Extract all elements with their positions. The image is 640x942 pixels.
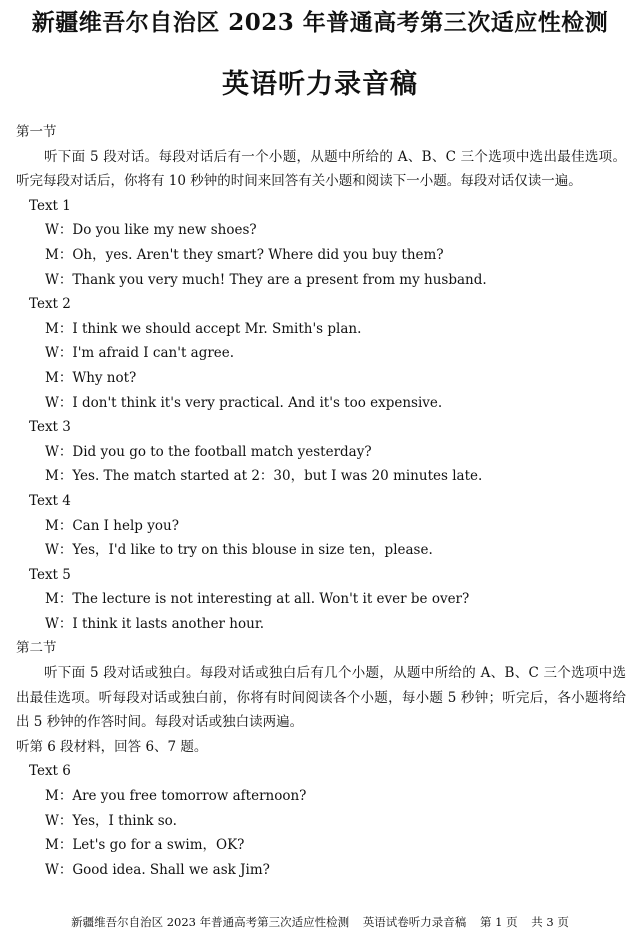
text1-label: Text 1: [29, 197, 71, 214]
section2-heading: 第二节: [16, 640, 57, 657]
text5-label: Text 5: [29, 566, 71, 583]
section2-instructions: 听下面 5 段对话或独白。每段对话或独白后有几个小题，从题中所给的 A、B、C 三个选项中选出最佳选项。听每段对话或独白前，你将有时间阅读各个小题，每小题 5 秒钟；听完后，各小题将给出 5 秒钟的作答时间。每段对话或独白读两遍。: [16, 665, 626, 731]
text2-label: Text 2: [29, 296, 71, 313]
dialog-line: W：Good idea. Shall we ask Jim?: [45, 861, 270, 878]
material-note: 听第 6 段材料，回答 6、7 题。: [16, 738, 208, 755]
text6-label: Text 6: [29, 763, 71, 780]
dialog-line: W：Yes，I'd like to try on this blouse in size ten，please.: [45, 542, 433, 559]
dialog-line: M：The lecture is not interesting at all. Won't it ever be over?: [45, 591, 470, 608]
text4-label: Text 4: [29, 492, 71, 509]
dialog-line: M：Oh，yes. Aren't they smart? Where did you buy them?: [45, 246, 444, 263]
document-title: 新疆维吾尔自治区 2023 年普通高考第三次适应性检测: [31, 9, 609, 36]
dialog-line: M：Can I help you?: [45, 517, 179, 534]
dialog-line: M：Why not?: [45, 369, 137, 386]
dialog-line: W：I think it lasts another hour.: [45, 615, 265, 632]
dialog-line: W：I'm afraid I can't agree.: [45, 345, 235, 362]
dialog-line: M：Let's go for a swim，OK?: [45, 837, 245, 854]
dialog-line: W：I don't think it's very practical. And it's too expensive.: [45, 394, 443, 411]
footer-doc-name: 英语试卷听力录音稿: [362, 915, 467, 929]
text3-label: Text 3: [29, 419, 71, 436]
footer-page-number: 第 1 页: [479, 915, 518, 929]
dialog-line: M：Are you free tomorrow afternoon?: [45, 788, 307, 805]
section1-heading: 第一节: [16, 124, 57, 140]
transcript-body: [16, 120, 626, 882]
document-subtitle: 英语听力录音稿: [222, 69, 418, 100]
page-footer: [0, 914, 640, 930]
dialog-line: W：Do you like my new shoes?: [45, 222, 257, 239]
dialog-line: W：Thank you very much! They are a present from my husband.: [45, 271, 487, 288]
dialog-line: M：I think we should accept Mr. Smith's plan.: [45, 320, 362, 337]
dialog-line: M：Yes. The match started at 2：30，but I was 20 minutes late.: [45, 468, 483, 485]
footer-exam-name: 新疆维吾尔自治区 2023 年普通高考第三次适应性检测: [71, 915, 350, 929]
dialog-line: W：Yes，I think so.: [45, 812, 177, 829]
dialog-line: W：Did you go to the football match yesterday?: [45, 443, 372, 460]
footer-total-pages: 共 3 页: [531, 915, 569, 929]
section1-instructions: 听下面 5 段对话。每段对话后有一个小题，从题中所给的 A、B、C 三个选项中选出最佳选项。听完每段对话后，你将有 10 秒钟的时间来回答有关小题和阅读下一小题。每段对话仅读一遍。: [16, 148, 626, 190]
